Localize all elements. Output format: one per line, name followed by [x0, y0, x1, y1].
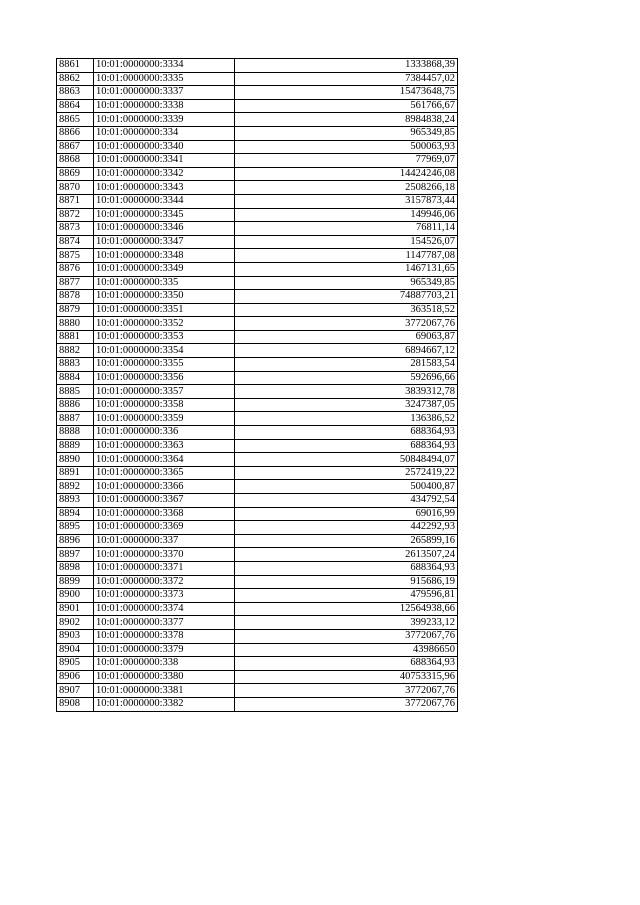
- row-number-cell: 8888: [57, 426, 94, 440]
- table-row: [57, 194, 458, 208]
- row-number-cell: 8893: [57, 494, 94, 508]
- cadastral-number-cell: 10:01:0000000:3351: [94, 303, 235, 317]
- cadastral-number-cell: 10:01:0000000:3349: [94, 262, 235, 276]
- table-row: [57, 276, 458, 290]
- row-number-cell: 8869: [57, 167, 94, 181]
- cadastral-number-cell: 10:01:0000000:3366: [94, 480, 235, 494]
- value-cell: 1333868,39: [235, 59, 458, 73]
- cadastral-number-cell: 10:01:0000000:3381: [94, 684, 235, 698]
- cadastral-number-cell: 10:01:0000000:335: [94, 276, 235, 290]
- value-cell: 14424246,08: [235, 167, 458, 181]
- cadastral-number-cell: 10:01:0000000:3379: [94, 643, 235, 657]
- table-row: [57, 358, 458, 372]
- cadastral-number-cell: 10:01:0000000:3382: [94, 697, 235, 711]
- cadastral-number-cell: 10:01:0000000:3365: [94, 466, 235, 480]
- row-number-cell: 8875: [57, 249, 94, 263]
- table-row: [57, 697, 458, 711]
- value-cell: 43986650: [235, 643, 458, 657]
- table-row: [57, 235, 458, 249]
- value-cell: 688364,93: [235, 439, 458, 453]
- cadastral-number-cell: 10:01:0000000:3367: [94, 494, 235, 508]
- table-row: [57, 548, 458, 562]
- table-row: [57, 507, 458, 521]
- row-number-cell: 8879: [57, 303, 94, 317]
- value-cell: 915686,19: [235, 575, 458, 589]
- row-number-cell: 8873: [57, 222, 94, 236]
- value-cell: 688364,93: [235, 657, 458, 671]
- row-number-cell: 8874: [57, 235, 94, 249]
- cadastral-number-cell: 10:01:0000000:3350: [94, 290, 235, 304]
- row-number-cell: 8901: [57, 602, 94, 616]
- value-cell: 3839312,78: [235, 385, 458, 399]
- table-row: [57, 371, 458, 385]
- table-row: [57, 126, 458, 140]
- row-number-cell: 8880: [57, 317, 94, 331]
- row-number-cell: 8882: [57, 344, 94, 358]
- table-row: [57, 72, 458, 86]
- cadastral-number-cell: 10:01:0000000:3374: [94, 602, 235, 616]
- value-cell: 149946,06: [235, 208, 458, 222]
- value-cell: 3772067,76: [235, 317, 458, 331]
- row-number-cell: 8871: [57, 194, 94, 208]
- row-number-cell: 8904: [57, 643, 94, 657]
- row-number-cell: 8906: [57, 670, 94, 684]
- row-number-cell: 8878: [57, 290, 94, 304]
- cadastral-number-cell: 10:01:0000000:3335: [94, 72, 235, 86]
- row-number-cell: 8903: [57, 629, 94, 643]
- table-row: [57, 616, 458, 630]
- row-number-cell: 8864: [57, 99, 94, 113]
- cadastral-number-cell: 10:01:0000000:3338: [94, 99, 235, 113]
- row-number-cell: 8876: [57, 262, 94, 276]
- value-cell: 265899,16: [235, 534, 458, 548]
- value-cell: 688364,93: [235, 426, 458, 440]
- value-cell: 442292,93: [235, 521, 458, 535]
- row-number-cell: 8862: [57, 72, 94, 86]
- value-cell: 965349,85: [235, 276, 458, 290]
- value-cell: 500400,87: [235, 480, 458, 494]
- table-row: [57, 534, 458, 548]
- table-row: [57, 113, 458, 127]
- table-row: [57, 494, 458, 508]
- cadastral-number-cell: 10:01:0000000:3371: [94, 561, 235, 575]
- value-cell: 688364,93: [235, 561, 458, 575]
- table-row: [57, 426, 458, 440]
- cadastral-number-cell: 10:01:0000000:336: [94, 426, 235, 440]
- table-row: [57, 249, 458, 263]
- cadastral-number-cell: 10:01:0000000:3358: [94, 398, 235, 412]
- table-row: [57, 140, 458, 154]
- cadastral-number-cell: 10:01:0000000:3372: [94, 575, 235, 589]
- cadastral-number-cell: 10:01:0000000:3357: [94, 385, 235, 399]
- row-number-cell: 8905: [57, 657, 94, 671]
- value-cell: 500063,93: [235, 140, 458, 154]
- cadastral-number-cell: 10:01:0000000:3345: [94, 208, 235, 222]
- cadastral-number-cell: 10:01:0000000:3363: [94, 439, 235, 453]
- cadastral-number-cell: 10:01:0000000:3353: [94, 330, 235, 344]
- table-row: [57, 154, 458, 168]
- cadastral-number-cell: 10:01:0000000:3356: [94, 371, 235, 385]
- cadastral-number-cell: 10:01:0000000:3352: [94, 317, 235, 331]
- row-number-cell: 8891: [57, 466, 94, 480]
- table-row: [57, 344, 458, 358]
- cadastral-number-cell: 10:01:0000000:3355: [94, 358, 235, 372]
- value-cell: 2508266,18: [235, 181, 458, 195]
- row-number-cell: 8886: [57, 398, 94, 412]
- cadastral-number-cell: 10:01:0000000:3346: [94, 222, 235, 236]
- value-cell: 12564938,66: [235, 602, 458, 616]
- row-number-cell: 8877: [57, 276, 94, 290]
- row-number-cell: 8907: [57, 684, 94, 698]
- value-cell: 154526,07: [235, 235, 458, 249]
- row-number-cell: 8872: [57, 208, 94, 222]
- table-row: [57, 290, 458, 304]
- value-cell: 3772067,76: [235, 684, 458, 698]
- value-cell: 3247387,05: [235, 398, 458, 412]
- value-cell: 77969,07: [235, 154, 458, 168]
- cadastral-number-cell: 10:01:0000000:3334: [94, 59, 235, 73]
- cadastral-number-cell: 10:01:0000000:3341: [94, 154, 235, 168]
- table-row: [57, 480, 458, 494]
- cadastral-number-cell: 10:01:0000000:3342: [94, 167, 235, 181]
- row-number-cell: 8865: [57, 113, 94, 127]
- table-row: [57, 629, 458, 643]
- data-table: [56, 58, 458, 712]
- table-row: [57, 330, 458, 344]
- row-number-cell: 8885: [57, 385, 94, 399]
- value-cell: 136386,52: [235, 412, 458, 426]
- value-cell: 69016,99: [235, 507, 458, 521]
- row-number-cell: 8892: [57, 480, 94, 494]
- value-cell: 74887703,21: [235, 290, 458, 304]
- cadastral-number-cell: 10:01:0000000:3370: [94, 548, 235, 562]
- value-cell: 561766,67: [235, 99, 458, 113]
- table-row: [57, 657, 458, 671]
- table-row: [57, 167, 458, 181]
- table-row: [57, 561, 458, 575]
- table-row: [57, 99, 458, 113]
- table-row: [57, 670, 458, 684]
- value-cell: 15473648,75: [235, 86, 458, 100]
- cadastral-number-cell: 10:01:0000000:3373: [94, 589, 235, 603]
- value-cell: 69063,87: [235, 330, 458, 344]
- row-number-cell: 8883: [57, 358, 94, 372]
- table-row: [57, 181, 458, 195]
- row-number-cell: 8899: [57, 575, 94, 589]
- table-row: [57, 412, 458, 426]
- table-row: [57, 385, 458, 399]
- row-number-cell: 8889: [57, 439, 94, 453]
- cadastral-number-cell: 10:01:0000000:3377: [94, 616, 235, 630]
- cadastral-number-cell: 10:01:0000000:3354: [94, 344, 235, 358]
- value-cell: 592696,66: [235, 371, 458, 385]
- table-body: [57, 59, 458, 712]
- cadastral-number-cell: 10:01:0000000:3344: [94, 194, 235, 208]
- value-cell: 2572419,22: [235, 466, 458, 480]
- cadastral-number-cell: 10:01:0000000:3339: [94, 113, 235, 127]
- row-number-cell: 8896: [57, 534, 94, 548]
- value-cell: 399233,12: [235, 616, 458, 630]
- row-number-cell: 8868: [57, 154, 94, 168]
- table-row: [57, 589, 458, 603]
- cadastral-number-cell: 10:01:0000000:3340: [94, 140, 235, 154]
- value-cell: 1147787,08: [235, 249, 458, 263]
- cadastral-number-cell: 10:01:0000000:334: [94, 126, 235, 140]
- cadastral-number-cell: 10:01:0000000:3337: [94, 86, 235, 100]
- value-cell: 434792,54: [235, 494, 458, 508]
- row-number-cell: 8884: [57, 371, 94, 385]
- table-row: [57, 684, 458, 698]
- cadastral-number-cell: 10:01:0000000:3343: [94, 181, 235, 195]
- value-cell: 1467131,65: [235, 262, 458, 276]
- cadastral-number-cell: 10:01:0000000:3378: [94, 629, 235, 643]
- value-cell: 281583,54: [235, 358, 458, 372]
- cadastral-number-cell: 10:01:0000000:3347: [94, 235, 235, 249]
- table-row: [57, 466, 458, 480]
- cadastral-number-cell: 10:01:0000000:3348: [94, 249, 235, 263]
- row-number-cell: 8867: [57, 140, 94, 154]
- row-number-cell: 8894: [57, 507, 94, 521]
- row-number-cell: 8898: [57, 561, 94, 575]
- row-number-cell: 8897: [57, 548, 94, 562]
- value-cell: 363518,52: [235, 303, 458, 317]
- table-row: [57, 439, 458, 453]
- row-number-cell: 8887: [57, 412, 94, 426]
- table-row: [57, 453, 458, 467]
- row-number-cell: 8890: [57, 453, 94, 467]
- row-number-cell: 8902: [57, 616, 94, 630]
- table-row: [57, 575, 458, 589]
- cadastral-number-cell: 10:01:0000000:337: [94, 534, 235, 548]
- cadastral-number-cell: 10:01:0000000:3359: [94, 412, 235, 426]
- value-cell: 76811,14: [235, 222, 458, 236]
- table-row: [57, 317, 458, 331]
- row-number-cell: 8900: [57, 589, 94, 603]
- value-cell: 6894667,12: [235, 344, 458, 358]
- table-row: [57, 86, 458, 100]
- value-cell: 40753315,96: [235, 670, 458, 684]
- row-number-cell: 8863: [57, 86, 94, 100]
- value-cell: 2613507,24: [235, 548, 458, 562]
- table-row: [57, 208, 458, 222]
- table-row: [57, 262, 458, 276]
- table-row: [57, 59, 458, 73]
- value-cell: 50848494,07: [235, 453, 458, 467]
- row-number-cell: 8870: [57, 181, 94, 195]
- value-cell: 3157873,44: [235, 194, 458, 208]
- value-cell: 3772067,76: [235, 697, 458, 711]
- row-number-cell: 8881: [57, 330, 94, 344]
- value-cell: 479596,81: [235, 589, 458, 603]
- row-number-cell: 8908: [57, 697, 94, 711]
- cadastral-number-cell: 10:01:0000000:3368: [94, 507, 235, 521]
- row-number-cell: 8866: [57, 126, 94, 140]
- cadastral-number-cell: 10:01:0000000:3380: [94, 670, 235, 684]
- cadastral-number-cell: 10:01:0000000:338: [94, 657, 235, 671]
- cadastral-number-cell: 10:01:0000000:3369: [94, 521, 235, 535]
- value-cell: 7384457,02: [235, 72, 458, 86]
- value-cell: 8984838,24: [235, 113, 458, 127]
- table-row: [57, 643, 458, 657]
- cadastral-number-cell: 10:01:0000000:3364: [94, 453, 235, 467]
- row-number-cell: 8895: [57, 521, 94, 535]
- value-cell: 3772067,76: [235, 629, 458, 643]
- table-row: [57, 602, 458, 616]
- row-number-cell: 8861: [57, 59, 94, 73]
- table-row: [57, 303, 458, 317]
- value-cell: 965349,85: [235, 126, 458, 140]
- table-row: [57, 222, 458, 236]
- table-row: [57, 398, 458, 412]
- table-row: [57, 521, 458, 535]
